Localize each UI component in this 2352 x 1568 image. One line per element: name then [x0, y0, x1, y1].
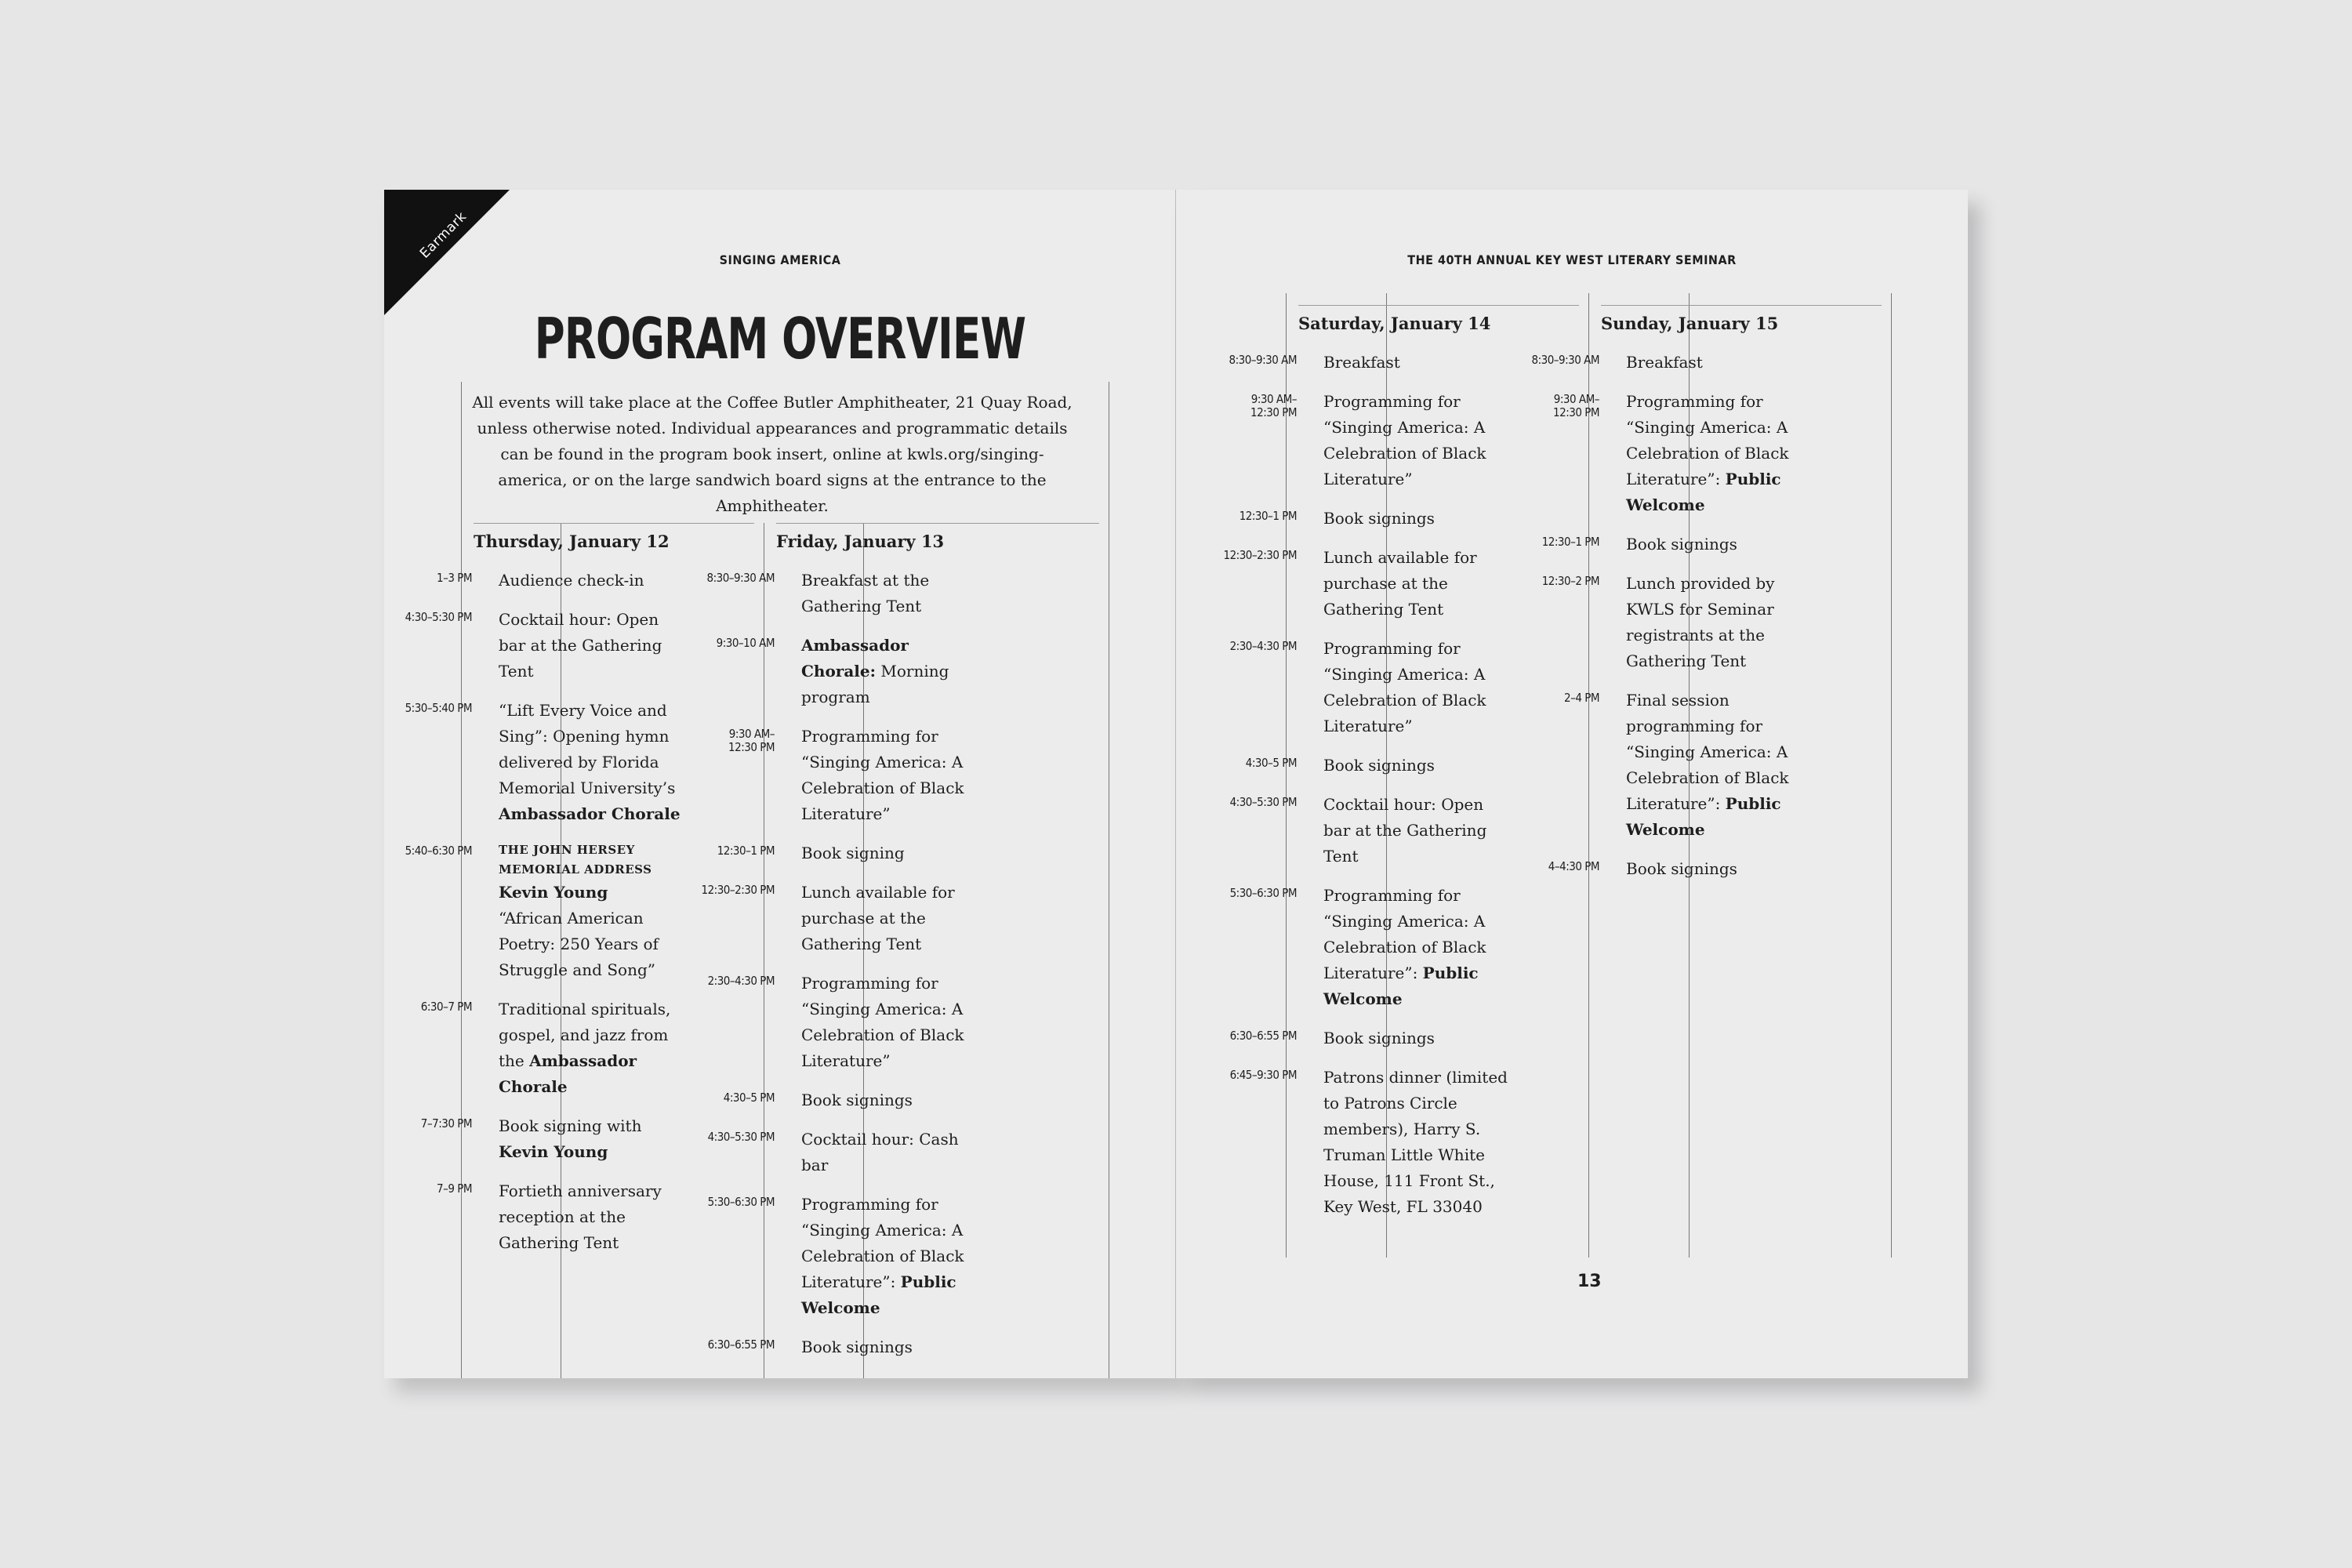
sunday-schedule	[1512, 350, 1810, 895]
event-time: 1–3 PM	[437, 571, 472, 585]
description-text: Lunch available for purchase at the Gathering Tent	[1323, 548, 1477, 619]
event-time: 6:30–7 PM	[420, 1000, 472, 1014]
schedule-row	[384, 1178, 683, 1256]
event-time: 7–9 PM	[437, 1181, 472, 1196]
emphasis-text: Ambassador Chorale	[499, 804, 681, 823]
schedule-row	[687, 1192, 985, 1321]
saturday-heading: Saturday, January 14	[1298, 314, 1491, 333]
schedule-row	[687, 840, 985, 866]
event-time: 2–4 PM	[1564, 691, 1599, 705]
event-description	[787, 840, 985, 866]
event-time: 8:30–9:30 AM	[706, 571, 775, 585]
day-rule	[1298, 305, 1579, 306]
description-text: Programming for “Singing America: A Celebration of Black Literature”	[1323, 639, 1486, 735]
page-number: 13	[1577, 1272, 1602, 1291]
earmark-label: Earmark	[416, 209, 470, 262]
thursday-heading: Thursday, January 12	[474, 532, 670, 551]
description-text: Programming for “Singing America: A Celebration of Black Literature”	[801, 727, 964, 823]
event-time: 6:30–6:55 PM	[707, 1338, 775, 1352]
event-time: 5:30–6:30 PM	[1229, 886, 1297, 900]
intro-paragraph: All events will take place at the Coffee Butler Amphitheater, 21 Quay Road, unless otherwise noted. Individual appearances and programmatic details can be found in the program book insert, online at kwls.org/singing-america, or on the large sandwich board signs at the entrance to the Amphitheater.	[472, 393, 1073, 515]
event-description	[1309, 1025, 1508, 1051]
emphasis-text: Public Welcome	[1626, 794, 1781, 839]
emphasis-text: Ambassador Chorale	[499, 1051, 637, 1096]
schedule-row	[384, 840, 683, 983]
right-page	[1176, 190, 1968, 1378]
description-text: Cocktail hour: Cash bar	[801, 1130, 959, 1174]
schedule-row	[384, 568, 683, 593]
schedule-row	[1209, 1025, 1508, 1051]
schedule-row	[687, 633, 985, 710]
emphasis-text: Public Welcome	[801, 1272, 956, 1317]
description-text: Book signings	[1626, 859, 1737, 878]
description-text: Book signings	[1323, 1029, 1435, 1047]
schedule-row	[1512, 532, 1810, 557]
schedule-row	[687, 880, 985, 957]
schedule-row	[687, 1334, 985, 1360]
event-description	[787, 971, 985, 1074]
event-description	[1309, 883, 1508, 1012]
schedule-row	[687, 1127, 985, 1178]
column-rule	[1891, 293, 1892, 1258]
schedule-row	[1209, 389, 1508, 492]
event-time: 7–7:30 PM	[420, 1116, 472, 1131]
running-head-left: SINGING AMERICA	[719, 252, 841, 267]
schedule-row	[1512, 571, 1810, 674]
event-description	[1612, 571, 1810, 674]
event-time: 4:30–5:30 PM	[1229, 795, 1297, 809]
description-text: Traditional spirituals, gospel, and jazz from the	[499, 1000, 671, 1070]
event-description	[485, 698, 683, 827]
schedule-row	[1512, 389, 1810, 518]
event-description	[1309, 636, 1508, 739]
event-description	[485, 568, 683, 593]
description-text: Morning program	[801, 662, 949, 706]
description-text: Programming for “Singing America: A Celebration of Black Literature”	[801, 974, 964, 1070]
sunday-heading: Sunday, January 15	[1601, 314, 1779, 333]
event-description	[1612, 350, 1810, 376]
event-description	[1309, 506, 1508, 532]
day-rule	[1601, 305, 1882, 306]
event-description	[1309, 753, 1508, 779]
schedule-row	[384, 607, 683, 684]
running-head-right: THE 40TH ANNUAL KEY WEST LITERARY SEMINAR	[1407, 252, 1737, 267]
event-time: 9:30 AM– 12:30 PM	[1250, 392, 1297, 419]
event-description	[787, 1127, 985, 1178]
description-text: Book signing	[801, 844, 905, 862]
event-time: 12:30–2:30 PM	[1223, 548, 1297, 562]
schedule-row	[1209, 1065, 1508, 1220]
thursday-schedule	[384, 568, 683, 1269]
event-description	[787, 724, 985, 827]
schedule-row	[687, 1087, 985, 1113]
description-text: Programming for “Singing America: A Celebration of Black Literature”:	[801, 1195, 964, 1291]
event-description	[1309, 350, 1508, 376]
event-time: 5:30–5:40 PM	[405, 701, 472, 715]
event-time: 5:40–6:30 PM	[405, 844, 472, 858]
event-time: 4:30–5 PM	[1245, 756, 1297, 770]
description-text: “Lift Every Voice and Sing”: Opening hymn delivered by Florida Memorial University’s	[499, 701, 676, 797]
description-text: Cocktail hour: Open bar at the Gathering Tent	[499, 610, 662, 681]
description-text: Patrons dinner (limited to Patrons Circle members), Harry S. Truman Little White House, 111 Front St., Key West, FL 33040	[1323, 1068, 1508, 1216]
event-description	[787, 1192, 985, 1321]
day-rule	[474, 523, 754, 524]
event-time: 5:30–6:30 PM	[707, 1195, 775, 1209]
schedule-row	[687, 971, 985, 1074]
description-text: Final session programming for “Singing America: A Celebration of Black Literature”:	[1626, 691, 1789, 813]
description-text: Breakfast at the Gathering Tent	[801, 571, 930, 615]
description-text: Lunch available for purchase at the Gathering Tent	[801, 883, 955, 953]
event-time: 2:30–4:30 PM	[1229, 639, 1297, 653]
event-description	[1309, 545, 1508, 622]
event-description	[485, 840, 683, 983]
description-text: Programming for “Singing America: A Celebration of Black Literature”	[1323, 392, 1486, 488]
event-time: 4:30–5:30 PM	[405, 610, 472, 624]
event-time: 9:30 AM– 12:30 PM	[1553, 392, 1599, 419]
event-description	[787, 880, 985, 957]
emphasis-text: Public Welcome	[1626, 470, 1781, 514]
event-time: 12:30–1 PM	[1541, 535, 1599, 549]
event-time: 9:30–10 AM	[716, 636, 775, 650]
description-text: Book signings	[801, 1091, 913, 1109]
event-time: 4:30–5 PM	[723, 1091, 775, 1105]
event-time: 12:30–2:30 PM	[701, 883, 775, 897]
event-time: 6:30–6:55 PM	[1229, 1029, 1297, 1043]
event-time: 9:30 AM– 12:30 PM	[728, 727, 775, 754]
event-description	[485, 1113, 683, 1165]
schedule-row	[687, 568, 985, 619]
description-text: Breakfast	[1626, 353, 1703, 372]
left-page	[384, 190, 1176, 1378]
description-text: Book signing with	[499, 1116, 642, 1135]
schedule-row	[1512, 856, 1810, 882]
event-description	[1309, 1065, 1508, 1220]
event-time: 8:30–9:30 AM	[1229, 353, 1297, 367]
description-text: Book signings	[1626, 535, 1737, 554]
schedule-row	[384, 698, 683, 827]
event-description	[1309, 792, 1508, 869]
description-text: Programming for “Singing America: A Celebration of Black Literature”:	[1626, 392, 1789, 488]
event-description	[787, 568, 985, 619]
event-description	[1612, 688, 1810, 843]
description-text: Book signings	[801, 1338, 913, 1356]
schedule-row	[1209, 506, 1508, 532]
page-title: PROGRAM OVERVIEW	[534, 306, 1026, 372]
schedule-row	[1512, 688, 1810, 843]
event-description	[1309, 389, 1508, 492]
description-text: Book signings	[1323, 509, 1435, 528]
description-text: Lunch provided by KWLS for Seminar registrants at the Gathering Tent	[1626, 574, 1775, 670]
event-time: 8:30–9:30 AM	[1531, 353, 1599, 367]
schedule-row	[1512, 350, 1810, 376]
description-text: “African American Poetry: 250 Years of Struggle and Song”	[499, 909, 659, 979]
event-time: 12:30–1 PM	[717, 844, 775, 858]
event-description	[485, 607, 683, 684]
schedule-row	[1209, 350, 1508, 376]
event-description	[787, 1087, 985, 1113]
event-time: 6:45–9:30 PM	[1229, 1068, 1297, 1082]
schedule-row	[687, 724, 985, 827]
emphasis-text: Kevin Young	[499, 1142, 608, 1161]
description-text: Audience check-in	[499, 571, 644, 590]
emphasis-text: Kevin Young	[499, 883, 608, 902]
event-description	[485, 996, 683, 1100]
description-text: Book signings	[1323, 756, 1435, 775]
event-description	[485, 1178, 683, 1256]
event-time: 4:30–5:30 PM	[707, 1130, 775, 1144]
event-time: 12:30–1 PM	[1239, 509, 1297, 523]
event-time: 4–4:30 PM	[1548, 859, 1599, 873]
event-description	[1612, 856, 1810, 882]
schedule-row	[1209, 545, 1508, 622]
day-rule	[776, 523, 1099, 524]
description-text: Cocktail hour: Open bar at the Gathering Tent	[1323, 795, 1487, 866]
event-description	[787, 1334, 985, 1360]
schedule-row	[1209, 636, 1508, 739]
emphasis-text: Public Welcome	[1323, 964, 1479, 1008]
schedule-row	[1209, 792, 1508, 869]
address-title: THE JOHN HERSEY MEMORIAL ADDRESS	[499, 843, 652, 877]
event-time: 12:30–2 PM	[1541, 574, 1599, 588]
description-text: Programming for “Singing America: A Celebration of Black Literature”:	[1323, 886, 1486, 982]
schedule-row	[384, 1113, 683, 1165]
event-description	[1612, 389, 1810, 518]
description-text: Fortieth anniversary reception at the Gathering Tent	[499, 1181, 662, 1252]
emphasis-text: Ambassador Chorale:	[801, 636, 909, 681]
description-text: Breakfast	[1323, 353, 1400, 372]
event-description	[787, 633, 985, 710]
event-description	[1612, 532, 1810, 557]
schedule-row	[384, 996, 683, 1100]
schedule-row	[1209, 883, 1508, 1012]
friday-heading: Friday, January 13	[776, 532, 945, 551]
saturday-schedule	[1209, 350, 1508, 1233]
schedule-row	[1209, 753, 1508, 779]
friday-schedule	[687, 568, 985, 1374]
event-time: 2:30–4:30 PM	[707, 974, 775, 988]
